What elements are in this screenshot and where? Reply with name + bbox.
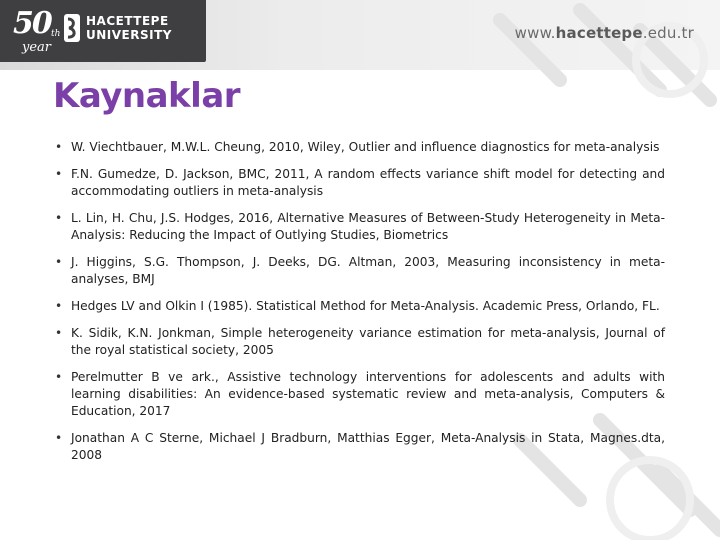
site-url-domain: hacettepe bbox=[555, 24, 643, 42]
site-url-prefix: www. bbox=[514, 24, 556, 42]
university-name-line1: HACETTEPE bbox=[86, 14, 169, 28]
site-url-suffix: .edu.tr bbox=[642, 24, 694, 42]
reference-item: • Perelmutter B ve ark., Assistive technology interventions for adolescents and adults with learning disabilities: An evidence-based systematic review and meta-analysis, Computers & Education, 2017 bbox=[53, 369, 665, 420]
university-logo[interactable] bbox=[0, 0, 206, 62]
university-name-line2: UNIVERSITY bbox=[86, 28, 172, 42]
reference-item: • J. Higgins, S.G. Thompson, J. Deeks, DG. Altman, 2003, Measuring inconsistency in meta-analyses, BMJ bbox=[53, 254, 665, 288]
reference-item: • Hedges LV and Olkin I (1985). Statistical Method for Meta-Analysis. Academic Press, Orlando, FL. bbox=[53, 298, 665, 315]
logo-anniversary-year: year bbox=[22, 40, 52, 55]
reference-item: • K. Sidik, K.N. Jonkman, Simple heterogeneity variance estimation for meta-analysis, Journal of the royal statistical society, 2005 bbox=[53, 325, 665, 359]
site-url-link[interactable] bbox=[515, 24, 694, 42]
references-list bbox=[53, 139, 665, 474]
reference-item: • Jonathan A C Sterne, Michael J Bradburn, Matthias Egger, Meta-Analysis in Stata, Magnes.dta, 2008 bbox=[53, 430, 665, 464]
logo-anniversary-suffix: th bbox=[51, 29, 61, 39]
reference-item: • W. Viechtbauer, M.W.L. Cheung, 2010, Wiley, Outlier and influence diagnostics for meta-analysis bbox=[53, 139, 665, 156]
page-title: Kaynaklar bbox=[53, 76, 241, 116]
reference-item: • L. Lin, H. Chu, J.S. Hodges, 2016, Alternative Measures of Between-Study Heterogeneity in Meta-Analysis: Reducing the Impact of Outlying Studies, Biometrics bbox=[53, 210, 665, 244]
emblem-icon bbox=[63, 13, 81, 43]
logo-anniversary-number: 50 bbox=[13, 6, 51, 41]
reference-item: • F.N. Gumedze, D. Jackson, BMC, 2011, A random effects variance shift model for detecting and accommodating outliers in meta-analysis bbox=[53, 166, 665, 200]
university-name bbox=[86, 14, 172, 42]
